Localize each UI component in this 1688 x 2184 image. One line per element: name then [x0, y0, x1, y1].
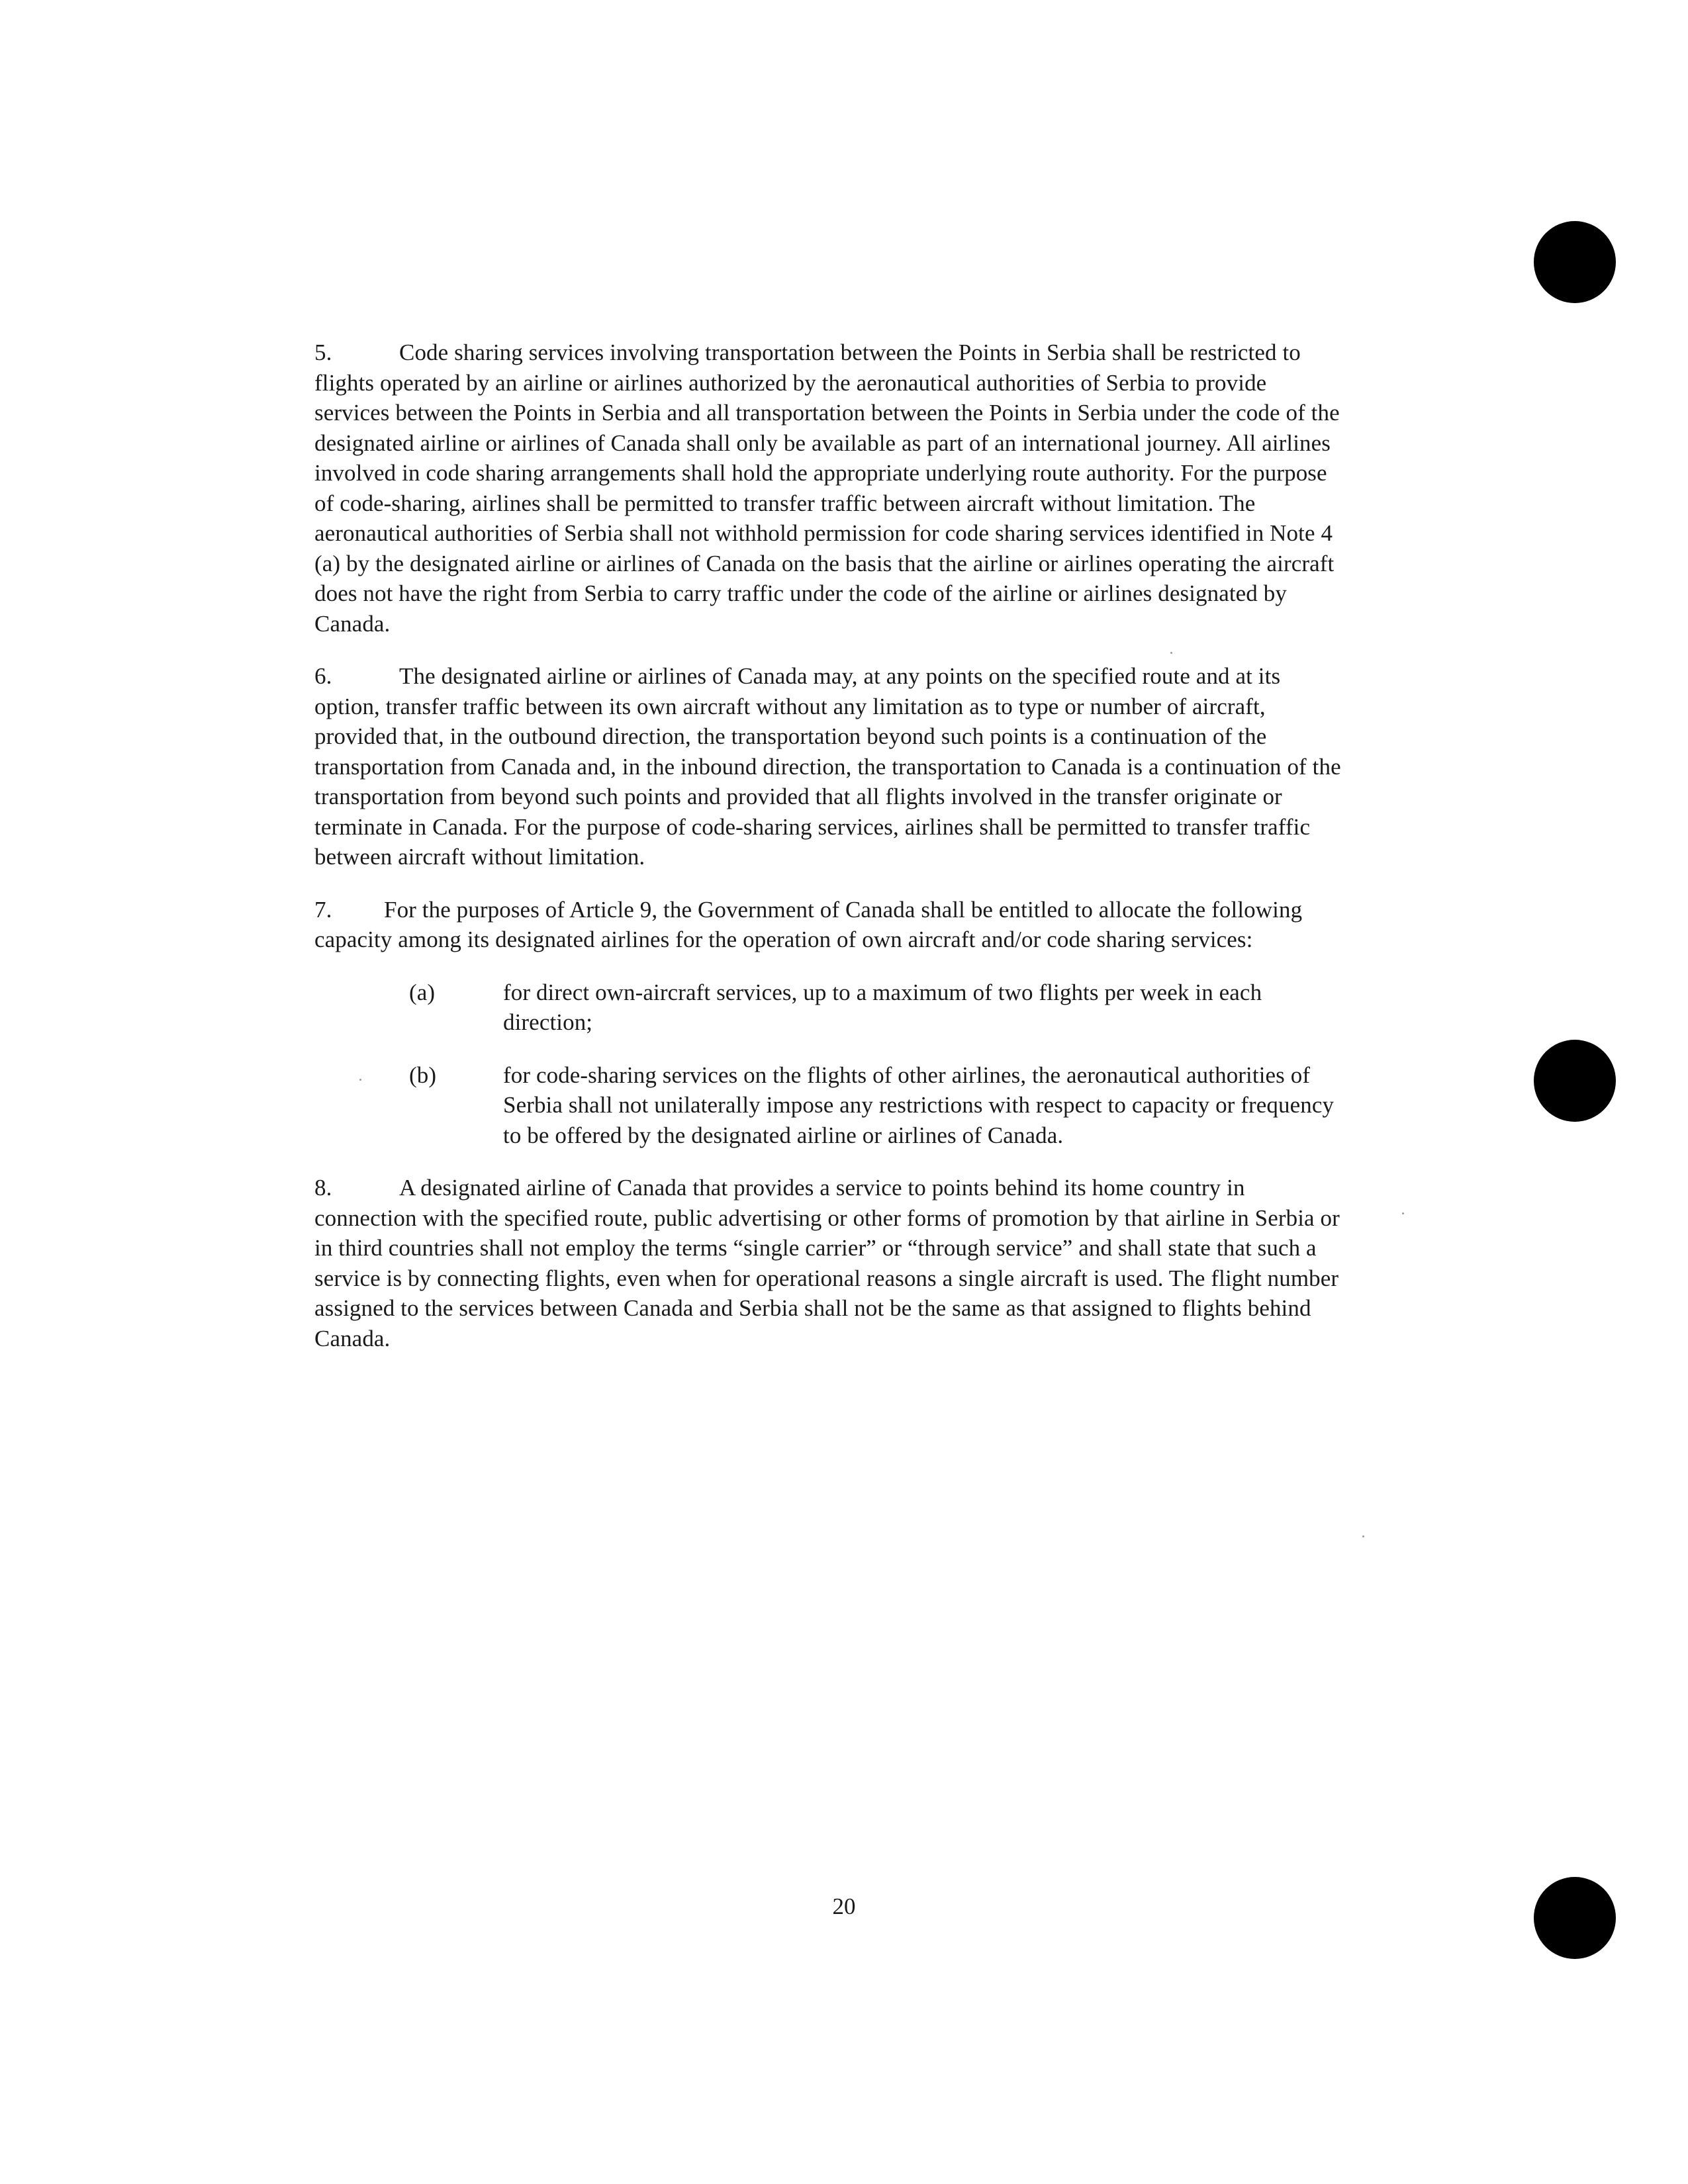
paragraph-7: [314, 895, 1347, 955]
list-item-label: (b): [409, 1062, 437, 1088]
scan-speck: [1402, 1212, 1404, 1214]
paragraph-number: 6.: [314, 663, 332, 689]
paragraph-text: A designated airline of Canada that provides a service to points behind its home country in connection with the specified route, public advertising or other forms of promotion by that airline in Serbia or in third countries shall not employ the terms “single carrier” or “through service” and shall state that such a service is by connecting flights, even when for operational reasons a single aircraft is used. The flight number assigned to the services between Canada and Serbia shall not be the same as that assigned to flights behind Canada.: [314, 1175, 1340, 1351]
paragraph-number: 5.: [314, 340, 332, 365]
paragraph-number: 8.: [314, 1175, 332, 1201]
list-item: [314, 1060, 1347, 1151]
paragraph-number: 7.: [314, 896, 332, 923]
list-item-label: (a): [409, 979, 436, 1005]
paragraph-text: The designated airline or airlines of Canada may, at any points on the specified route and at its option, transfer traffic between its own aircraft without any limitation as to type or number of aircraft, provided that, in the outbound direction, the transportation beyond such points is a continuation of the transportation from Canada and, in the inbound direction, the transportation to Canada is a continuation of the transportation from beyond such points and provided that all flights involved in the transfer originate or terminate in Canada. For the purpose of code-sharing services, airlines shall be permitted to transfer traffic between aircraft without limitation.: [314, 663, 1341, 870]
paragraph-8: [314, 1173, 1347, 1353]
scan-speck: [1362, 1535, 1364, 1537]
document-body: [314, 338, 1347, 1376]
paragraph-5: [314, 338, 1347, 639]
capacity-list: [314, 978, 1347, 1151]
list-item: [314, 978, 1347, 1038]
paragraph-text: For the purposes of Article 9, the Government of Canada shall be entitled to allocate the following capacity among its designated airlines for the operation of own aircraft and/or code sharing services:: [314, 896, 1303, 952]
list-item-text: for direct own-aircraft services, up to a maximum of two flights per week in each direction;: [503, 979, 1262, 1035]
punch-hole-middle: [1534, 1040, 1616, 1122]
paragraph-6: [314, 661, 1347, 872]
paragraph-text: Code sharing services involving transportation between the Points in Serbia shall be restricted to flights operated by an airline or airlines authorized by the aeronautical authorities of Serbia to provide services between the Points in Serbia and all transportation between the Points in Serbia under the code of the designated airline or airlines of Canada shall only be available as part of an international journey. All airlines involved in code sharing arrangements shall hold the appropriate underlying route authority. For the purpose of code-sharing, airlines shall be permitted to transfer traffic between aircraft without limitation. The aeronautical authorities of Serbia shall not withhold permission for code sharing services identified in Note 4 (a) by the designated airline or airlines of Canada on the basis that the airline or airlines operating the aircraft does not have the right from Serbia to carry traffic under the code of the airline or airlines designated by Canada.: [314, 340, 1340, 637]
punch-hole-top: [1534, 221, 1616, 303]
list-item-text: for code-sharing services on the flights of other airlines, the aeronautical authorities of Serbia shall not unilaterally impose any restrictions with respect to capacity or frequency to be offered by the designated airline or airlines of Canada.: [503, 1062, 1335, 1148]
page-number: 20: [832, 1893, 856, 1919]
